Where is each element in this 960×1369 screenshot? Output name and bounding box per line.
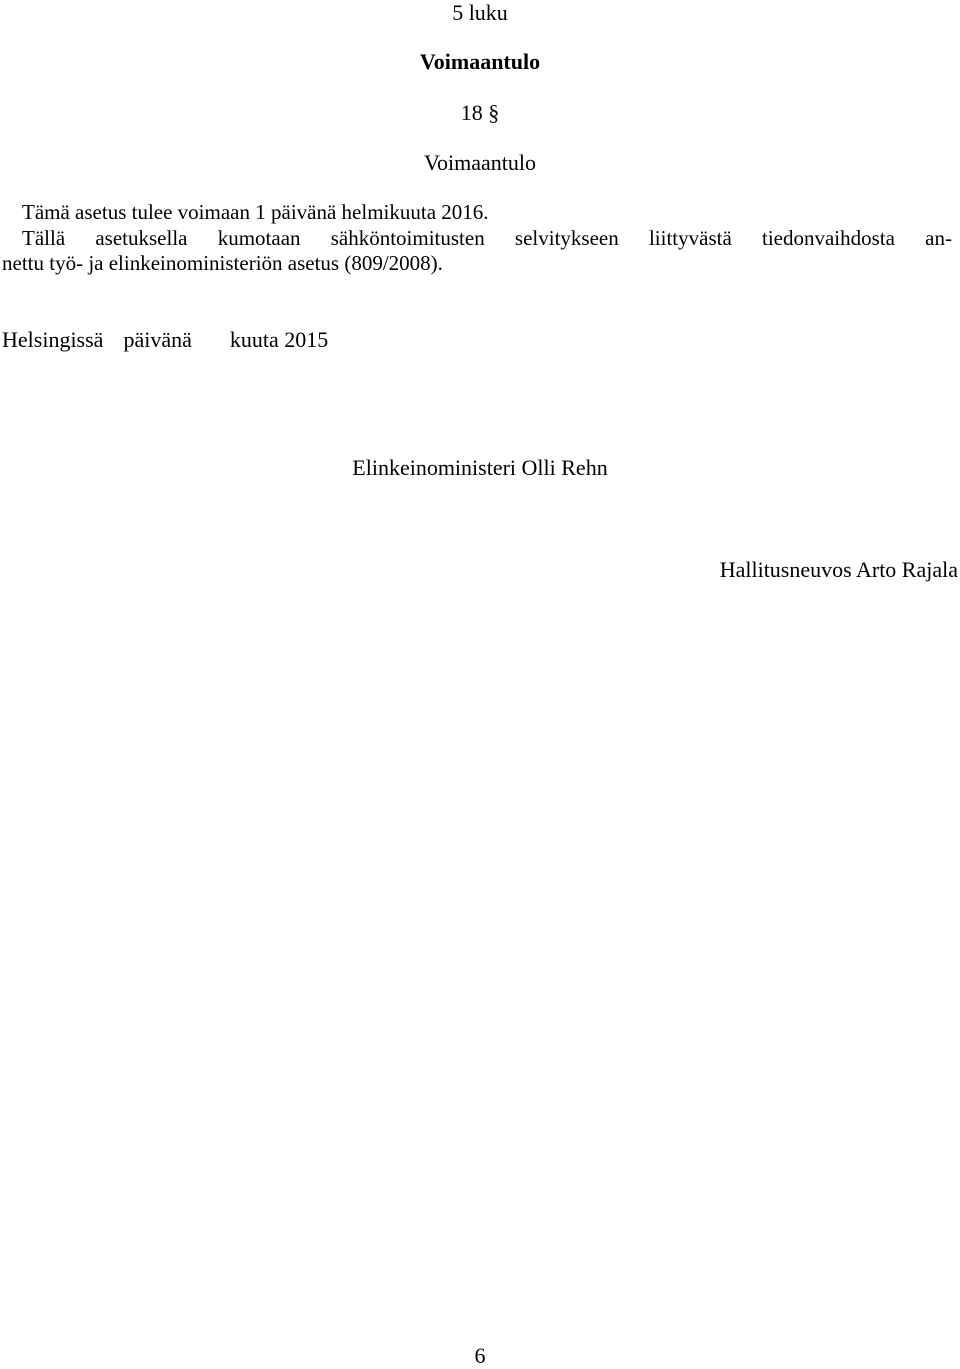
signing-place-date [2,327,328,353]
signing-place: Helsingissä [2,327,104,352]
body-line-2: Tällä asetuksella kumotaan sähköntoimitusten selvitykseen liittyvästä tiedonvaihdosta an- [22,225,952,250]
signing-month-year: kuuta 2015 [229,327,329,352]
chapter-number: 5 luku [452,0,508,25]
counsellor-signature: Hallitusneuvos Arto Rajala [719,557,958,582]
section-number: 18 § [460,100,500,125]
body-line-3: nettu työ- ja elinkeinoministeriön asetus (809/2008). [2,251,443,275]
page-number: 6 [474,1343,486,1368]
section-title: Voimaantulo [423,150,537,175]
section-body [2,200,952,277]
signing-day-label: päivänä [123,327,192,352]
chapter-title: Voimaantulo [419,49,541,74]
body-line-1: Tämä asetus tulee voimaan 1 päivänä helmikuuta 2016. [22,200,489,224]
minister-signature: Elinkeinoministeri Olli Rehn [352,455,608,480]
